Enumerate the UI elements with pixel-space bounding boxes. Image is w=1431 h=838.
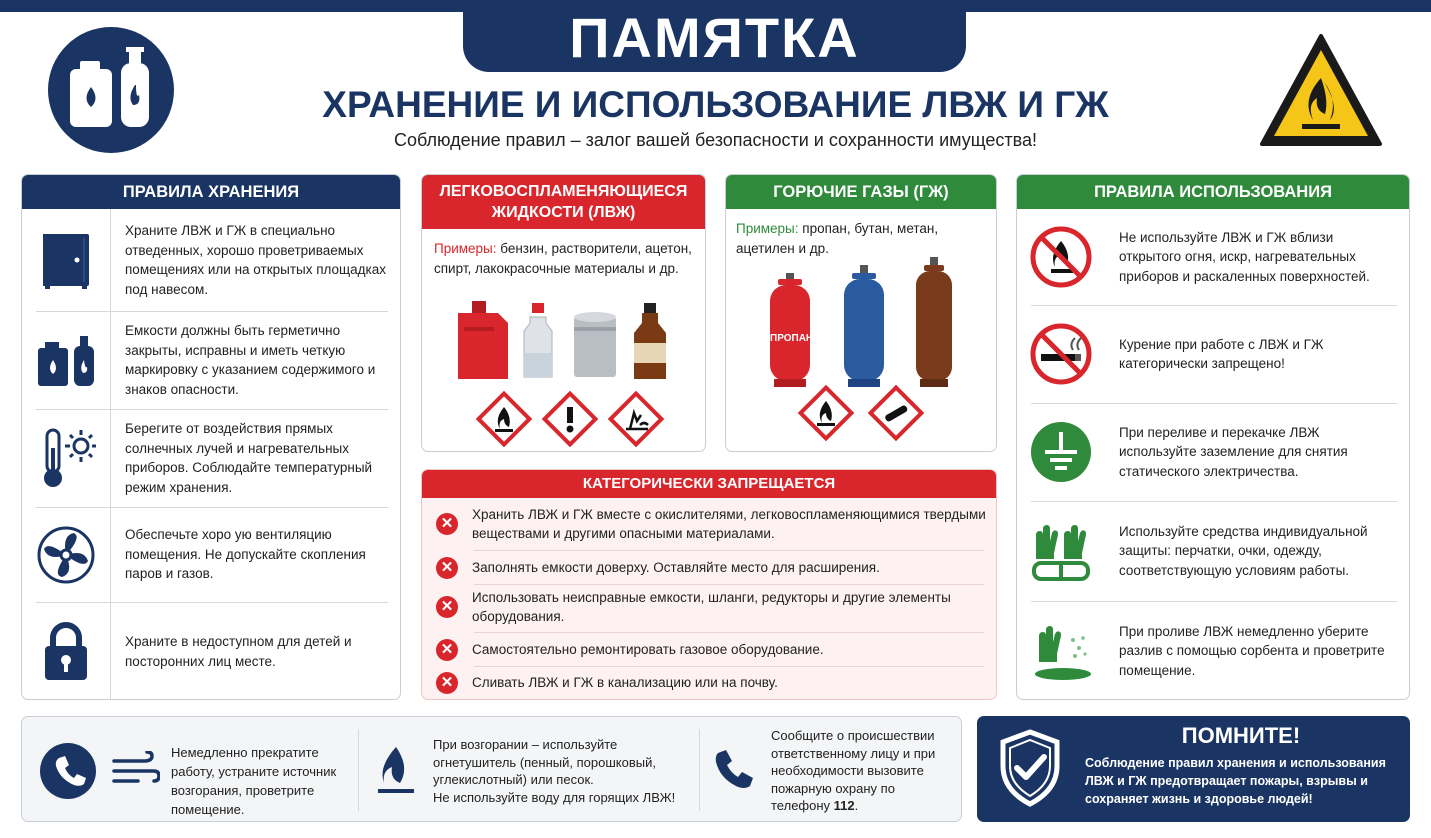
forbidden-item: ✕ Хранить ЛВЖ и ГЖ вместе с окислителями, легковоспламеняющимися твердыми веществами и другими опасными материалами.: [436, 504, 996, 544]
usage-rule-text: Используйте средства индивидуальной защиты: перчатки, очки, одежду, соответствующую условиям работы.: [1119, 523, 1368, 578]
remember-box: [977, 716, 1410, 822]
remember-text: Соблюдение правил хранения и использования ЛВЖ и ГЖ предотвращает пожары, взрывы и сохраняет жизнь и здоровье людей!: [1085, 756, 1386, 806]
usage-rule-text: Не используйте ЛВЖ и ГЖ вблизи открытого огня, искр, нагревательных приборов и раскаленных поверхностей.: [1119, 229, 1370, 284]
remember-title: ПОМНИТЕ!: [1181, 723, 1301, 748]
flammable-gases-panel: [725, 174, 997, 452]
examples-label: Примеры:: [736, 221, 799, 236]
ghs-exclamation-pictogram-icon: [545, 394, 596, 445]
plastic-bottle-icon: [524, 303, 552, 377]
usage-rule-item: [1017, 305, 1409, 403]
usage-rule-item: [1017, 403, 1409, 501]
shield-check-icon: [997, 728, 1063, 813]
padlock-icon: [22, 622, 110, 682]
fan-icon: [22, 525, 110, 585]
forbidden-item: ✕ Использовать неисправные емкости, шланги, редукторы и другие элементы оборудования.: [436, 587, 996, 627]
brown-cylinder-icon: [916, 257, 952, 387]
forbidden-panel: [421, 469, 997, 700]
storage-rule-item: [22, 602, 400, 700]
cabinet-icon: [22, 230, 110, 290]
usage-rule-text: Курение при работе с ЛВЖ и ГЖ категорически запрещено!: [1119, 336, 1324, 371]
ppe-gloves-goggles-icon: [1017, 517, 1105, 585]
examples-label: Примеры:: [434, 241, 497, 256]
usage-rules-panel: [1016, 174, 1410, 700]
storage-rule-item: [22, 409, 400, 507]
emergency-phone-number: 112: [833, 798, 855, 813]
gas-cylinders-illustration: [764, 257, 964, 447]
storage-rules-panel: [21, 174, 401, 700]
blue-cylinder-icon: [844, 265, 884, 387]
stop-work-text: Немедленно прекратите работу, устраните источник возгорания, проветрите помещение.: [171, 745, 337, 817]
forbidden-title: КАТЕГОРИЧЕСКИ ЗАПРЕЩАЕТСЯ: [422, 470, 996, 498]
storage-rule-item: [22, 507, 400, 602]
wind-icon: [110, 751, 160, 796]
no-open-flame-icon: [1017, 225, 1105, 289]
grounding-icon: [1017, 420, 1105, 484]
fire-response-text: При возгорании – используйте огнетушитель (пенный, порошковый, углекислотный) или песок. Не используйте воду для горящих ЛВЖ!: [433, 737, 676, 805]
x-circle-icon: ✕: [436, 672, 458, 694]
propane-cylinder-label: ПРОПАН: [770, 333, 814, 344]
forbidden-item: ✕ Сливать ЛВЖ и ГЖ в канализацию или на почву.: [436, 669, 996, 697]
emergency-actions-bar: [21, 716, 962, 822]
phone-circle-icon: [40, 743, 96, 799]
usage-rule-text: При проливе ЛВЖ немедленно уберите разлив с помощью сорбента и проветрите помещение.: [1119, 623, 1385, 678]
no-smoking-icon: [1017, 322, 1105, 386]
ghs-flame-pictogram-icon: [479, 394, 530, 445]
usage-rule-item: [1017, 601, 1409, 700]
flammable-liquids-title: ЛЕГКОВОСПЛАМЕНЯЮЩИЕСЯ ЖИДКОСТИ (ЛВЖ): [422, 175, 705, 229]
storage-rule-text: Берегите от воздействия прямых солнечных лучей и нагревательных приборов. Соблюдайте температурный режим хранения.: [110, 409, 390, 507]
brown-bottle-icon: [634, 303, 666, 379]
storage-rule-text: Храните в недоступном для детей и посторонних лиц месте.: [110, 602, 390, 700]
x-circle-icon: ✕: [436, 639, 458, 661]
x-circle-icon: ✕: [436, 557, 458, 579]
usage-rules-title: ПРАВИЛА ИСПОЛЬЗОВАНИЯ: [1017, 175, 1409, 209]
fire-icon: [376, 745, 416, 802]
ghs-environment-pictogram-icon: [611, 394, 662, 445]
page-subtitle: ХРАНЕНИЕ И ИСПОЛЬЗОВАНИЕ ЛВЖ И ГЖ: [322, 84, 1109, 125]
page-tagline: Соблюдение правил – залог вашей безопасности и сохранности имущества!: [394, 130, 1037, 150]
thermometer-sun-icon: [22, 426, 110, 490]
containers-icon: [22, 332, 110, 388]
usage-rule-item: [1017, 501, 1409, 601]
flammable-liquids-illustration: [450, 297, 690, 447]
usage-rule-item: [1017, 209, 1409, 305]
spill-cleanup-icon: [1017, 620, 1105, 682]
page-title: ПАМЯТКА: [463, 0, 966, 72]
forbidden-item: ✕ Самостоятельно ремонтировать газовое оборудование.: [436, 636, 996, 664]
ghs-gas-cylinder-pictogram-icon: [871, 388, 922, 439]
red-propane-cylinder-icon: [770, 273, 814, 387]
storage-rules-title: ПРАВИЛА ХРАНЕНИЯ: [22, 175, 400, 209]
storage-rule-text: Емкости должны быть герметично закрыты, исправны и иметь четкую маркировку с указанием содержимого и знаков опасности.: [110, 311, 390, 409]
x-circle-icon: ✕: [436, 513, 458, 535]
phone-handset-icon: [712, 747, 756, 796]
metal-can-icon: [574, 312, 616, 377]
storage-rule-item: [22, 209, 400, 311]
report-incident-text: Сообщите о происшествии ответственному лицу и при необходимости вызовите пожарную охрану по телефону 112.: [771, 728, 936, 813]
flammable-gases-title: ГОРЮЧИЕ ГАЗЫ (ГЖ): [726, 175, 996, 209]
flammable-liquids-examples: Примеры: бензин, растворители, ацетон, спирт, лакокрасочные материалы и др.: [434, 241, 692, 276]
flammable-liquids-panel: [421, 174, 706, 452]
x-circle-icon: ✕: [436, 596, 458, 618]
storage-rule-item: [22, 311, 400, 409]
red-jerrycan-icon: [458, 301, 508, 379]
storage-rule-text: Храните ЛВЖ и ГЖ в специально отведенных, хорошо проветриваемых помещениях или на открытых площадках под навесом.: [110, 209, 390, 311]
storage-rule-text: Обеспечьте хоро ую вентиляцию помещения. Не допускайте скопления паров и газов.: [110, 507, 390, 602]
forbidden-item: ✕ Заполнять емкости доверху. Оставляйте место для расширения.: [436, 554, 996, 582]
flammable-gases-examples: Примеры: пропан, бутан, метан, ацетилен и др.: [736, 221, 939, 256]
usage-rule-text: При переливе и перекачке ЛВЖ используйте заземление для снятия статического электричества.: [1119, 424, 1348, 479]
ghs-flame-pictogram-icon: [801, 388, 852, 439]
